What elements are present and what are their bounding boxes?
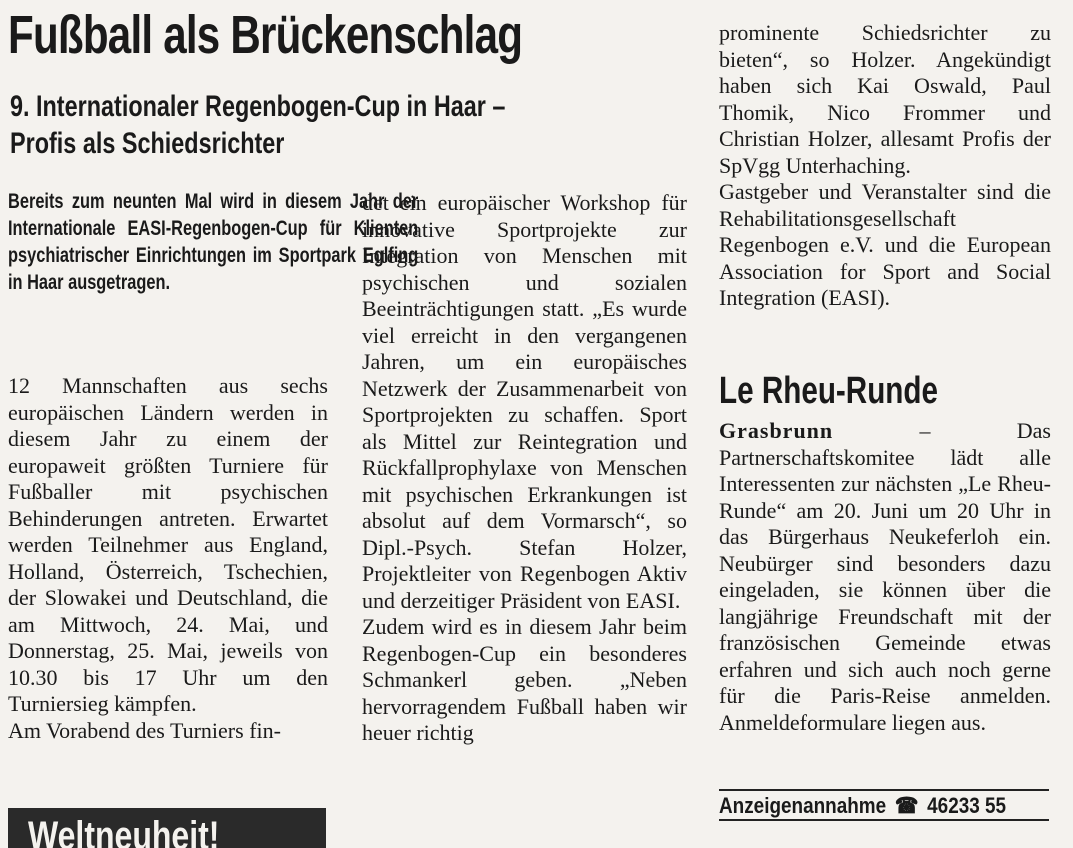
dateline-place: Grasbrunn (719, 418, 834, 443)
body-paragraph: prominente Schiedsrichter zu bieten“, so Holzer. Angekündigt haben sich Kai Oswald, Paul Thomik, Nico Frommer und Christian Holzer, allesamt Profis der SpVgg Unterhaching. (719, 20, 1051, 178)
ad-contact (719, 795, 1006, 817)
divider (719, 789, 1049, 791)
body-paragraph: det ein europäischer Workshop für innovative Sportprojekte zur Integration von Menschen mit psychischen und sozialen Beeinträchtigungen statt. „Es wurde viel erreicht in den vergangenen Jahren, um ein europäisches Netzwerk der Zusammenarbeit von Sportprojekten zu schaffen. Sport als Mittel zur Reintegration und Rückfallprophylaxe von Menschen mit psychischen Erkrankungen ist absolut auf dem Vormarsch“, so Dipl.-Psych. Stefan Holzer, Projektleiter von Regenbogen Aktiv und derzeitiger Präsident von EASI. (362, 190, 687, 613)
box-article (719, 418, 1051, 736)
article-column-1 (8, 373, 328, 744)
article-column-3 (719, 20, 1051, 312)
body-paragraph: Am Vorabend des Turniers fin- (8, 717, 281, 743)
banner-text: Weltneuheit! (28, 814, 220, 848)
banner (8, 808, 326, 848)
article-column-2 (362, 190, 687, 747)
subheadline (10, 88, 505, 162)
page-title: Fußball als Brückenschlag (8, 5, 523, 65)
box-paragraph (719, 418, 1051, 736)
box-text: – Das Partnerschaftskomitee lädt alle Interessenten zur nächsten „Le Rheu-Runde“ am 20. Juni um 20 Uhr in das Bürgerhaus Neukeferloh ein. Neubürger sind besonders dazu eingeladen, sie können über die langjährige Freundschaft mit der französischen Gemeinde etwas erfahren und sich auch noch gerne für die Paris-Reise anmelden. Anmeldeformulare liegen aus. (719, 418, 1051, 735)
box-title: Le Rheu-Runde (719, 370, 939, 412)
subheadline-line-2: Profis als Schiedsrichter (10, 127, 285, 160)
body-paragraph: 12 Mannschaften aus sechs europäischen Ländern werden in diesem Jahr zu einem der europaweit größten Turniere für Fußballer mit psychischen Behinderungen antreten. Erwartet werden Teilnehmer aus England, Holland, Österreich, Tschechien, der Slowakei und Deutschland, die am Mittwoch, 24. Mai, und Donnerstag, 25. Mai, jeweils von 10.30 bis 17 Uhr um den Turniersieg kämpfen. (8, 373, 328, 716)
ad-label: Anzeigenannahme (719, 793, 887, 818)
body-paragraph: Zudem wird es in diesem Jahr beim Regenbogen-Cup ein besonderes Schmankerl geben. „Neben hervorragendem Fußball haben wir heuer richtig (362, 614, 687, 745)
lead-paragraph: Bereits zum neunten Mal wird in diesem Jahr der Internationale EASI-Regenbogen-Cup für Klienten psychiatrischer Einrichtungen im Sportpark Eglfing in Haar ausgetragen. (8, 190, 419, 294)
body-paragraph: Gastgeber und Veranstalter sind die Rehabilitationsgesellschaft Regenbogen e.V. und die European Association for Sport and Social Integration (EASI). (719, 179, 1051, 310)
divider (719, 819, 1049, 821)
ad-phone: 46233 55 (927, 793, 1007, 818)
telephone-icon: ☎ (894, 793, 919, 818)
subheadline-line-1: 9. Internationaler Regenbogen-Cup in Haar – (10, 90, 506, 123)
